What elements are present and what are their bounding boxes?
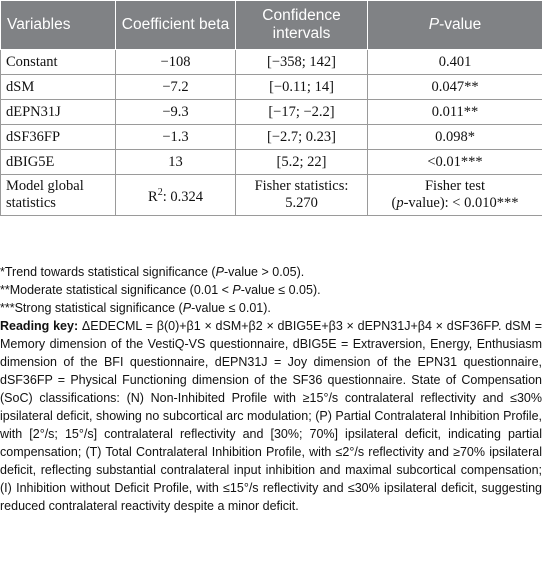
footnote-trend: *Trend towards statistical significance (P-value > 0.05). bbox=[0, 265, 305, 279]
cell-p: 0.011** bbox=[368, 100, 542, 125]
fisher-test-line1: Fisher test bbox=[424, 178, 485, 194]
table-footnotes bbox=[0, 263, 542, 515]
cell-p: 0.401 bbox=[368, 50, 542, 75]
cell-ci: [5.2; 22] bbox=[236, 150, 368, 175]
cell-ci: [−2.7; 0.23] bbox=[236, 125, 368, 150]
cell-beta: 13 bbox=[116, 150, 236, 175]
table-body bbox=[1, 50, 542, 216]
r2-prefix: R bbox=[148, 188, 158, 205]
cell-beta: −1.3 bbox=[116, 125, 236, 150]
cell-ci: [−358; 142] bbox=[236, 50, 368, 75]
cell-variable: Constant bbox=[1, 50, 116, 75]
cell-fisher-statistics bbox=[236, 175, 368, 216]
table-row bbox=[1, 50, 542, 75]
cell-variable: dEPN31J bbox=[1, 100, 116, 125]
reading-key bbox=[0, 317, 542, 515]
cell-variable: dBIG5E bbox=[1, 150, 116, 175]
cell-r-squared bbox=[116, 175, 236, 216]
header-p-value bbox=[368, 1, 542, 50]
footnote-moderate: **Moderate statistical significance (0.01 < P-value ≤ 0.05). bbox=[0, 283, 321, 297]
header-p-italic: P bbox=[428, 16, 440, 33]
fisher-test-open: ( bbox=[391, 195, 397, 211]
footnote-strong: ***Strong statistical significance (P-value ≤ 0.01). bbox=[0, 301, 271, 315]
cell-p: 0.047** bbox=[368, 75, 542, 100]
cell-model-label bbox=[1, 175, 116, 216]
table-row bbox=[1, 75, 542, 100]
table-header bbox=[1, 1, 542, 50]
header-coefficient-beta: Coefficient beta bbox=[116, 1, 236, 50]
cell-beta: −9.3 bbox=[116, 100, 236, 125]
reading-key-text: ΔEDECML = β(0)+β1 × dSM+β2 × dBIG5E+β3 × dEPN31J+β4 × dSF36FP. dSM = Memory dimension of the VestiQ-VS questionnaire, dBIG5E = Extraversion, Energy, Enthusiasm dimension of the BFI questionnaire, dEPN31J = Joy dimension of the EPN31 questionnaire, dSF36FP = Physical Functioning dimension of the SF36 questionnaire. State of Compensation (SoC) classifications: (N) Non-Inhibited Profile with ≥15°/s contralateral reflectivity and ≤30% ipsilateral deficit, showing no subcortical arc modulation; (P) Partial Contralateral Inhibition Profile, with [2°/s; 15°/s] contralateral reflectivity and [30%; 70%] ipsilateral deficit, indicating partial compensation; (T) Total Contralateral Inhibition Profile, with ≤2°/s reflectivity and ≥70% ipsilateral deficit, reflecting substantial contralateral input inhibition and maximal subcortical compensation; (I) Inhibition without Deficit Profile, with ≤15°/s reflectivity and ≤30% ipsilateral deficit, suggesting reduced contralateral reactivity despite a minor deficit. bbox=[0, 319, 542, 513]
table-row bbox=[1, 100, 542, 125]
fisher-stat-line1: Fisher statistics: bbox=[254, 178, 349, 194]
cell-p: 0.098* bbox=[368, 125, 542, 150]
cell-beta: −7.2 bbox=[116, 75, 236, 100]
header-p-rest: -value bbox=[439, 16, 482, 33]
reading-key-label: Reading key: bbox=[0, 319, 79, 333]
header-confidence-intervals: Confidence intervals bbox=[236, 1, 368, 50]
fisher-test-rest: -value): < 0.010*** bbox=[403, 195, 519, 211]
header-variables: Variables bbox=[1, 1, 116, 50]
model-label-line2: statistics bbox=[6, 195, 56, 211]
regression-table-container bbox=[0, 0, 542, 216]
table-row bbox=[1, 125, 542, 150]
cell-variable: dSF36FP bbox=[1, 125, 116, 150]
cell-ci: [−17; −2.2] bbox=[236, 100, 368, 125]
r2-value: : 0.324 bbox=[162, 188, 203, 205]
cell-p: <0.01*** bbox=[368, 150, 542, 175]
table-row bbox=[1, 150, 542, 175]
regression-table bbox=[0, 0, 542, 216]
model-statistics-row bbox=[1, 175, 542, 216]
cell-ci: [−0.11; 14] bbox=[236, 75, 368, 100]
cell-beta: −108 bbox=[116, 50, 236, 75]
cell-variable: dSM bbox=[1, 75, 116, 100]
r2-superscript: 2 bbox=[157, 187, 163, 199]
fisher-test-p: p bbox=[396, 195, 404, 211]
fisher-stat-line2: 5.270 bbox=[285, 195, 318, 211]
model-label-line1: Model global bbox=[6, 178, 84, 194]
cell-fisher-test bbox=[368, 175, 542, 216]
